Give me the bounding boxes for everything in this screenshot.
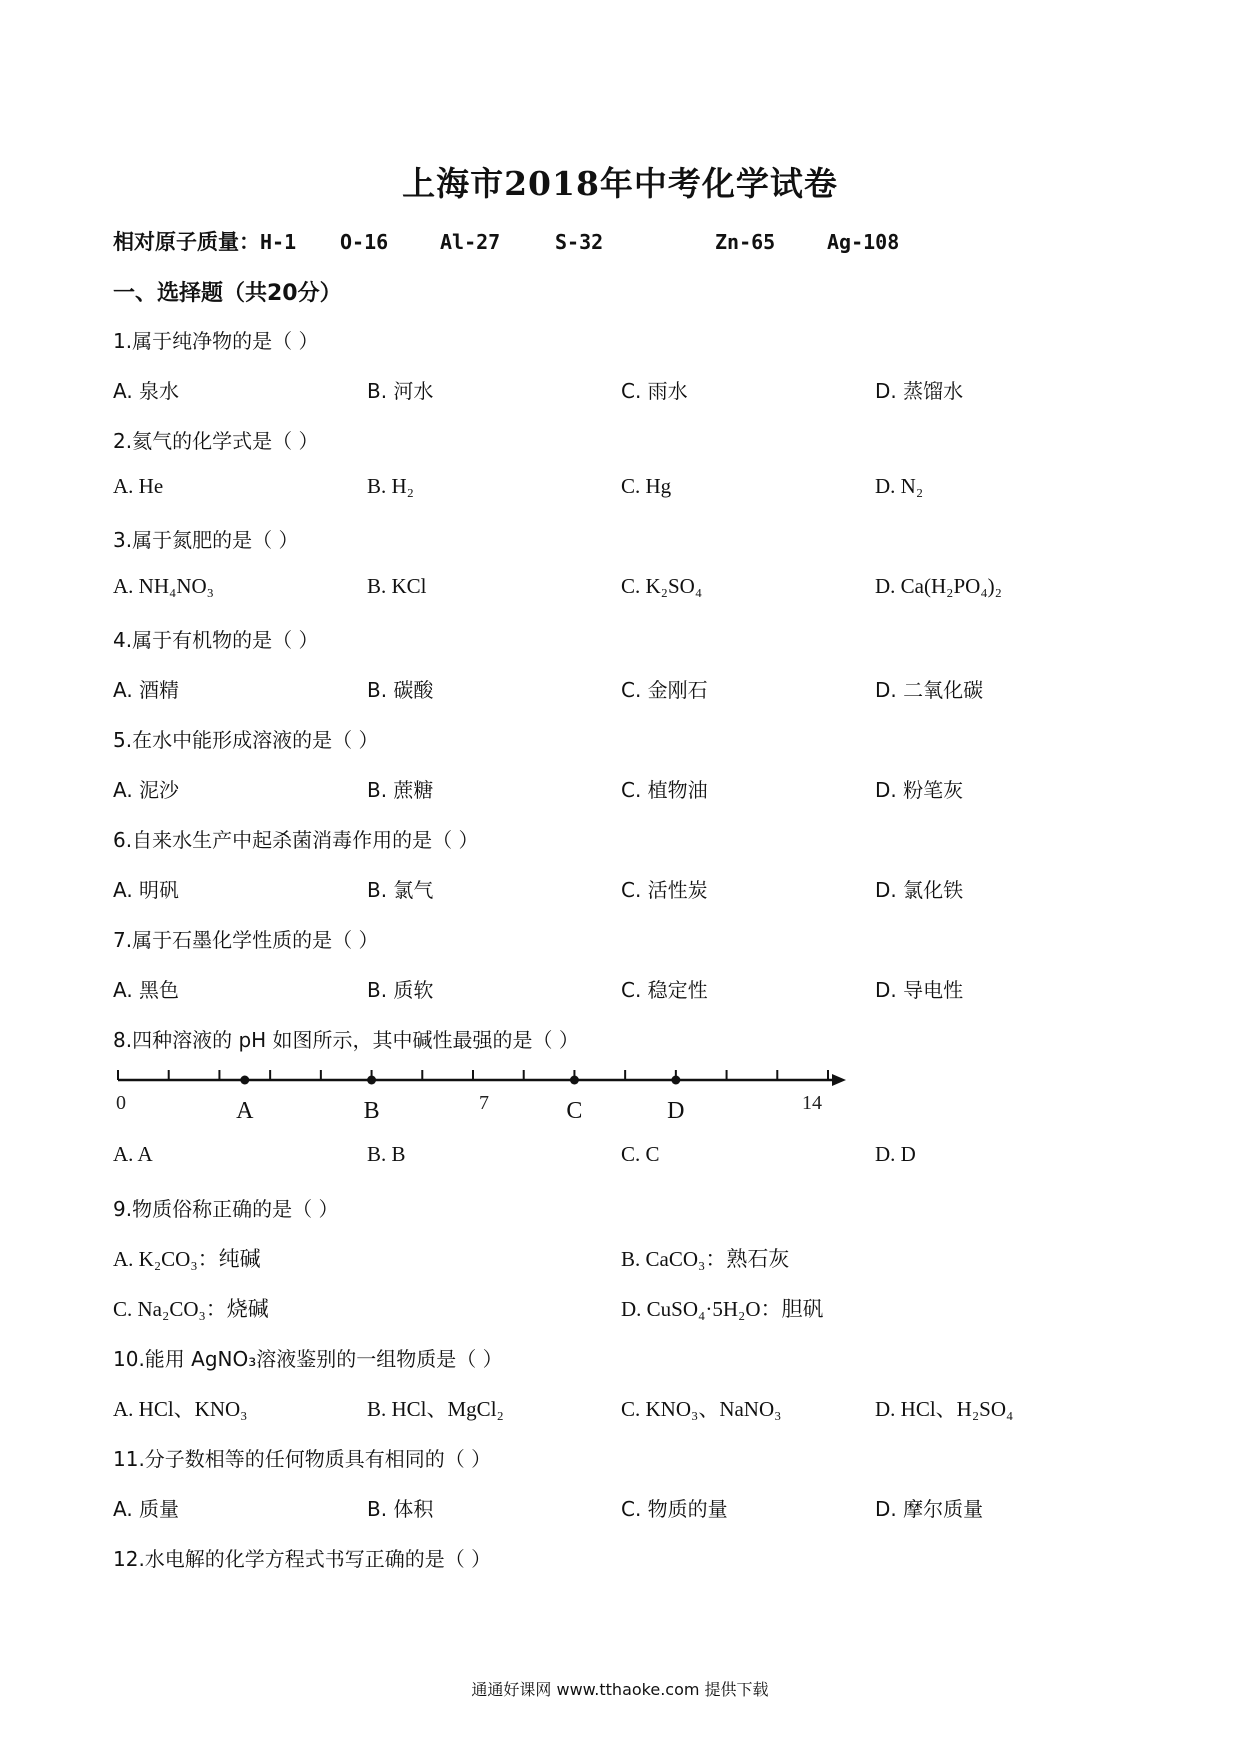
ph-point-a <box>240 1076 249 1085</box>
question-5: 5.在水中能形成溶液的是（ ） <box>113 728 379 752</box>
q4-option-a: A. 酒精 <box>113 678 180 702</box>
atomic-masses-label: 相对原子质量： <box>113 230 260 254</box>
ph-label-0: 0 <box>116 1092 126 1114</box>
q11-option-d: D. 摩尔质量 <box>875 1497 984 1521</box>
atomic-mass-h: H-1 <box>260 230 297 254</box>
q1-option-b: B. 河水 <box>367 379 434 403</box>
atomic-masses <box>113 226 899 256</box>
question-10: 10.能用 AgNO₃溶液鉴别的一组物质是（ ） <box>113 1347 503 1371</box>
q6-option-a: A. 明矾 <box>113 878 180 902</box>
q3-option-c: C. K₂SO₄ <box>621 574 703 598</box>
q3-option-a: A. NH₄NO₃ <box>113 574 214 598</box>
question-8: 8.四种溶液的 pH 如图所示，其中碱性最强的是（ ） <box>113 1028 579 1052</box>
atomic-mass-o: O-16 <box>340 230 389 254</box>
q1-option-a: A. 泉水 <box>113 379 180 403</box>
ph-label-14: 14 <box>802 1092 822 1114</box>
q7-option-d: D. 导电性 <box>875 978 964 1002</box>
ph-point-label-b: B <box>363 1098 380 1124</box>
q9-option-d: D. CuSO₄·5H₂O：胆矾 <box>621 1297 824 1321</box>
page-title: 上海市2018年中考化学试卷 <box>402 164 838 203</box>
question-9: 9.物质俗称正确的是（ ） <box>113 1197 339 1221</box>
q7-option-c: C. 稳定性 <box>621 978 708 1002</box>
q5-option-a: A. 泥沙 <box>113 778 180 802</box>
q9-option-a: A. K₂CO₃：纯碱 <box>113 1247 261 1271</box>
q8-option-d: D. D <box>875 1142 916 1166</box>
q10-option-b: B. HCl、MgCl₂ <box>367 1397 504 1421</box>
ph-label-7: 7 <box>479 1092 489 1114</box>
q1-option-d: D. 蒸馏水 <box>875 379 964 403</box>
q3-option-b: B. KCl <box>367 574 427 598</box>
question-6: 6.自来水生产中起杀菌消毒作用的是（ ） <box>113 828 479 852</box>
q11-option-a: A. 质量 <box>113 1497 180 1521</box>
q7-option-b: B. 质软 <box>367 978 434 1002</box>
q5-option-c: C. 植物油 <box>621 778 708 802</box>
q4-option-c: C. 金刚石 <box>621 678 708 702</box>
question-2: 2.氦气的化学式是（ ） <box>113 429 319 453</box>
atomic-mass-ag: Ag-108 <box>827 230 900 254</box>
ph-axis-arrow <box>832 1074 846 1086</box>
ph-point-label-d: D <box>667 1098 685 1124</box>
q3-option-d: D. Ca(H₂PO₄)₂ <box>875 574 1002 598</box>
q1-option-c: C. 雨水 <box>621 379 688 403</box>
q2-option-b: B. H₂ <box>367 474 414 498</box>
question-7: 7.属于石墨化学性质的是（ ） <box>113 928 379 952</box>
q10-option-a: A. HCl、KNO₃ <box>113 1397 248 1421</box>
question-3: 3.属于氮肥的是（ ） <box>113 528 299 552</box>
q11-option-c: C. 物质的量 <box>621 1497 728 1521</box>
q4-option-d: D. 二氧化碳 <box>875 678 984 702</box>
ph-point-d <box>671 1076 680 1085</box>
q10-option-d: D. HCl、H₂SO₄ <box>875 1397 1014 1421</box>
q2-option-a: A. He <box>113 474 164 498</box>
footer-text: 通通好课网 www.tthaoke.com 提供下载 <box>471 1680 769 1699</box>
q8-option-b: B. B <box>367 1142 406 1166</box>
question-1: 1.属于纯净物的是（ ） <box>113 329 319 353</box>
q2-option-c: C. Hg <box>621 474 672 498</box>
q6-option-c: C. 活性炭 <box>621 878 708 902</box>
ph-point-c <box>570 1076 579 1085</box>
q9-option-b: B. CaCO₃：熟石灰 <box>621 1247 790 1271</box>
q5-option-d: D. 粉笔灰 <box>875 778 964 802</box>
ph-point-label-c: C <box>566 1098 583 1124</box>
q2-option-d: D. N₂ <box>875 474 924 498</box>
q8-option-a: A. A <box>113 1142 153 1166</box>
question-12: 12.水电解的化学方程式书写正确的是（ ） <box>113 1547 492 1571</box>
q6-option-d: D. 氯化铁 <box>875 878 964 902</box>
q6-option-b: B. 氯气 <box>367 878 434 902</box>
atomic-mass-zn: Zn-65 <box>715 230 776 254</box>
q7-option-a: A. 黑色 <box>113 978 180 1002</box>
ph-point-label-a: A <box>236 1098 254 1124</box>
q11-option-b: B. 体积 <box>367 1497 434 1521</box>
atomic-mass-s: S-32 <box>555 230 604 254</box>
atomic-mass-al: Al-27 <box>440 230 501 254</box>
question-11: 11.分子数相等的任何物质具有相同的（ ） <box>113 1447 492 1471</box>
question-4: 4.属于有机物的是（ ） <box>113 628 319 652</box>
q4-option-b: B. 碳酸 <box>367 678 434 702</box>
section-heading: 一、选择题（共20分） <box>113 281 342 306</box>
ph-point-b <box>367 1076 376 1085</box>
q10-option-c: C. KNO₃、NaNO₃ <box>621 1397 782 1421</box>
q8-option-c: C. C <box>621 1142 660 1166</box>
q9-option-c: C. Na₂CO₃：烧碱 <box>113 1297 269 1321</box>
q5-option-b: B. 蔗糖 <box>367 778 434 802</box>
